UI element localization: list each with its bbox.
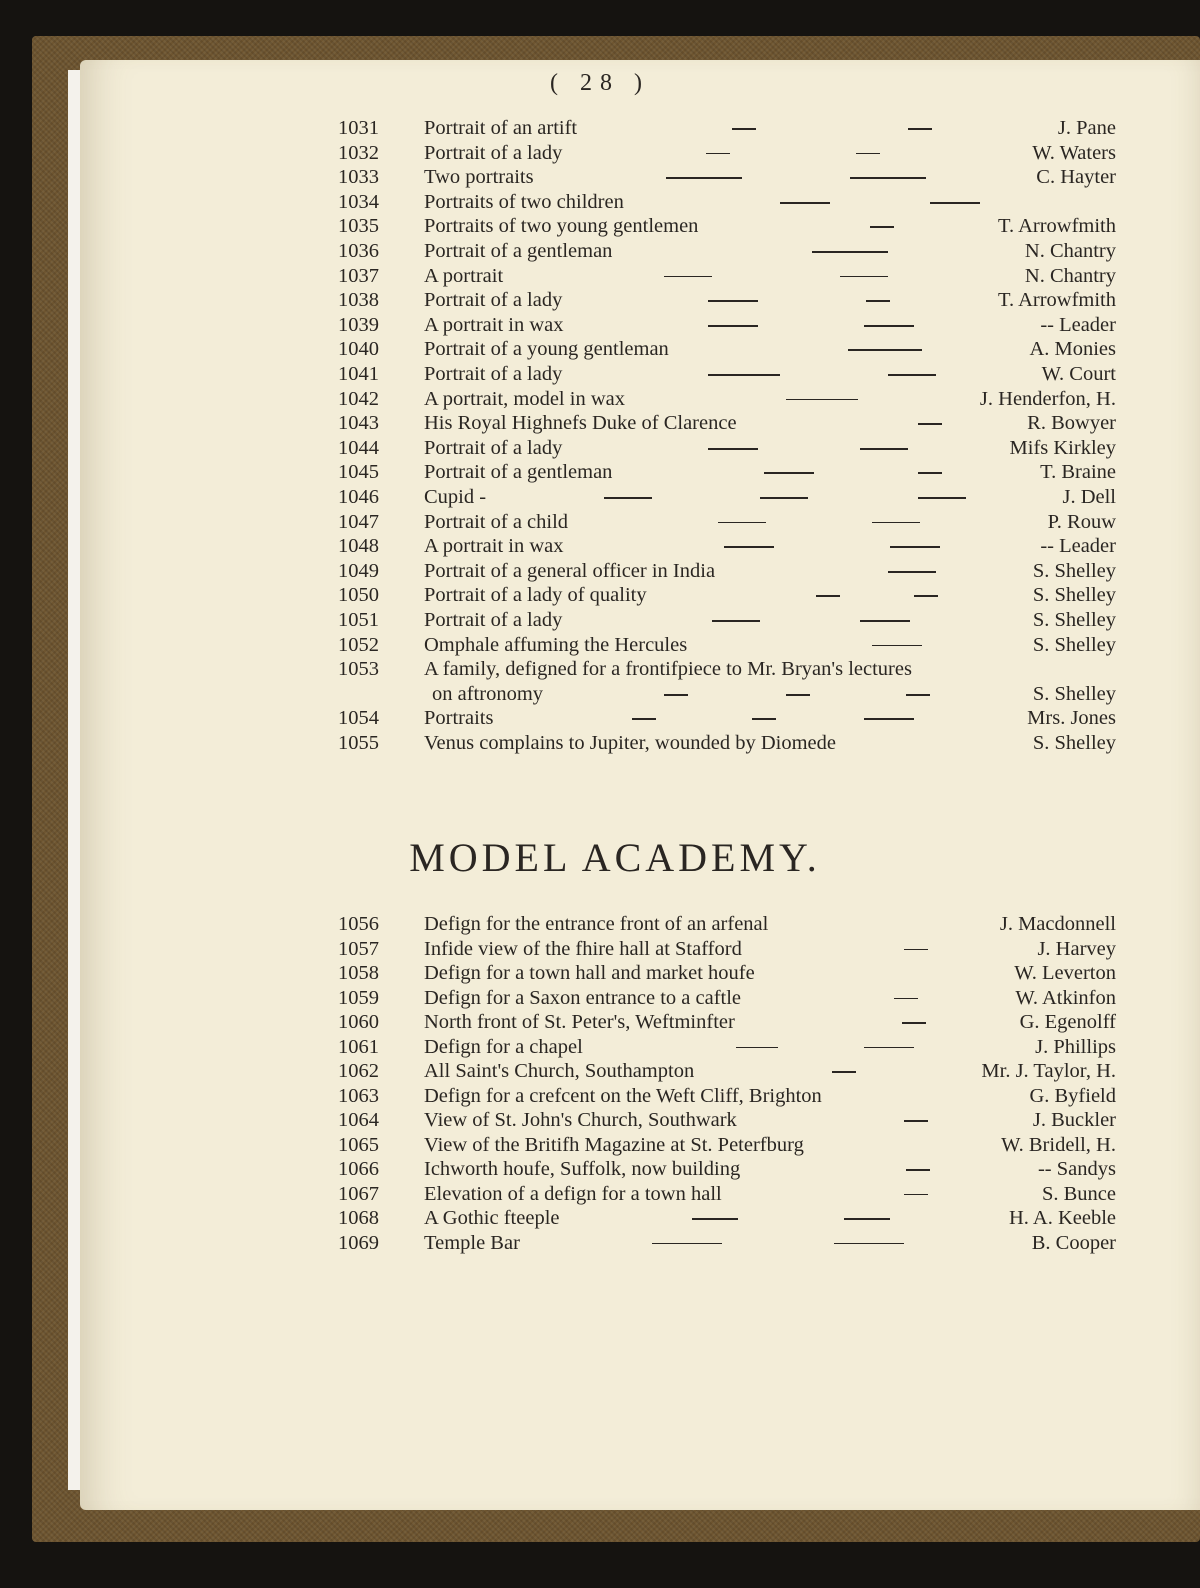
dash-rule: [872, 645, 922, 647]
catalogue-entry: [0, 633, 1200, 658]
artist-name: J. Harvey: [1037, 937, 1116, 960]
artist-name: J. Henderfon, H.: [979, 387, 1116, 410]
catalogue-entry: [0, 706, 1200, 731]
entry-title: Venus complains to Jupiter, wounded by Diomede: [424, 732, 836, 754]
artist-name: S. Bunce: [1041, 1182, 1116, 1205]
catalogue-entry: [0, 608, 1200, 633]
catalogue-entry: [0, 1108, 1200, 1133]
catalogue-entry: [0, 583, 1200, 608]
entry-number: 1036: [338, 240, 379, 262]
entry-number: 1055: [338, 732, 379, 754]
dash-rule: [666, 177, 742, 179]
dash-rule: [708, 325, 758, 327]
entry-title: Defign for the entrance front of an arfenal: [424, 913, 769, 935]
artist-name: T. Arrowfmith: [997, 215, 1116, 238]
artist-name: -- Sandys: [1037, 1158, 1116, 1180]
catalogue-entry: [0, 1182, 1200, 1207]
dash-rule: [930, 202, 980, 204]
dash-rule: [864, 1047, 914, 1049]
entry-title: Defign for a crefcent on the Weft Cliff, Brighton: [424, 1084, 822, 1107]
catalogue-entry: [0, 1010, 1200, 1035]
entry-title: Portrait of a lady: [424, 141, 563, 164]
entry-number: 1054: [338, 707, 379, 730]
entry-title: North front of St. Peter's, Weftminfter: [424, 1011, 735, 1033]
dash-rule: [904, 1120, 928, 1122]
catalogue-entry: [0, 1084, 1200, 1109]
entry-number: 1053: [338, 658, 379, 681]
catalogue-entry: [0, 485, 1200, 510]
entry-number: 1041: [338, 363, 379, 385]
entry-number: 1064: [338, 1109, 379, 1131]
entry-number: 1045: [338, 461, 379, 484]
entry-title: A portrait in wax: [424, 313, 564, 336]
catalogue-entry: [0, 559, 1200, 584]
dash-rule: [706, 153, 730, 155]
dash-rule: [856, 153, 880, 155]
catalogue-entry: [0, 460, 1200, 485]
artist-name: W. Atkinfon: [1015, 986, 1116, 1009]
dash-rule: [902, 1022, 926, 1024]
entry-number: 1043: [338, 412, 379, 435]
entry-title: Infide view of the fhire hall at Stafford: [424, 937, 742, 960]
entry-title: Portrait of a lady of quality: [424, 584, 647, 607]
entry-title: View of St. John's Church, Southwark: [424, 1109, 737, 1131]
artist-name: N. Chantry: [1024, 240, 1116, 262]
entry-title: His Royal Highnefs Duke of Clarence: [424, 412, 737, 435]
catalogue-entry: [0, 141, 1200, 166]
entry-number: 1062: [338, 1060, 379, 1082]
catalogue-entry: [0, 239, 1200, 264]
entry-number: 1067: [338, 1182, 379, 1205]
dash-rule: [736, 1047, 778, 1049]
dash-rule: [864, 325, 914, 327]
entry-title: Portrait of a lady: [424, 436, 563, 459]
page-number: ( 28 ): [550, 70, 650, 96]
dash-rule: [752, 718, 776, 720]
catalogue-entry: [0, 436, 1200, 461]
dash-rule: [664, 276, 712, 278]
entry-title: Elevation of a defign for a town hall: [424, 1182, 722, 1205]
entry-number: 1039: [338, 313, 379, 336]
entry-number: 1037: [338, 264, 379, 287]
dash-rule: [708, 374, 780, 376]
catalogue-entry: [0, 337, 1200, 362]
dash-rule: [888, 374, 936, 376]
entry-number: 1040: [338, 338, 379, 361]
artist-name: A. Monies: [1029, 338, 1116, 361]
dash-rule: [918, 423, 942, 425]
catalogue-entry: [0, 411, 1200, 436]
dash-rule: [904, 949, 928, 951]
dash-rule: [918, 472, 942, 474]
dash-rule: [832, 1071, 856, 1073]
artist-name: N. Chantry: [1024, 264, 1116, 287]
entry-number: 1049: [338, 559, 379, 582]
entry-title: Two portraits: [424, 166, 534, 189]
section-heading: MODEL ACADEMY.: [409, 835, 821, 880]
entry-number: 1042: [338, 387, 379, 410]
dash-rule: [708, 300, 758, 302]
dash-rule: [692, 1218, 738, 1220]
artist-name: S. Shelley: [1032, 633, 1116, 656]
dash-rule: [906, 694, 930, 696]
dash-rule: [872, 522, 920, 524]
artist-name: T. Arrowfmith: [997, 289, 1116, 312]
entry-number: 1066: [338, 1158, 379, 1180]
catalogue-entry: [0, 1035, 1200, 1060]
dash-rule: [652, 1243, 722, 1245]
entry-title: Portrait of a lady: [424, 609, 563, 631]
catalogue-entry: [0, 1231, 1200, 1256]
entry-number: 1038: [338, 289, 379, 312]
entry-title: Portrait of a gentleman: [424, 240, 613, 262]
dash-rule: [866, 300, 890, 302]
catalogue-entry: [0, 682, 1200, 707]
entry-title: A portrait in wax: [424, 535, 564, 558]
entry-title: Portraits of two children: [424, 190, 624, 213]
dash-rule: [888, 571, 936, 573]
dash-rule: [786, 694, 810, 696]
catalogue-entry: [0, 1206, 1200, 1231]
entry-title: Portrait of a gentleman: [424, 461, 613, 484]
catalogue-entry: [0, 313, 1200, 338]
artist-name: W. Waters: [1032, 141, 1116, 164]
dash-rule: [760, 497, 808, 499]
catalogue-entry: [0, 264, 1200, 289]
catalogue-entry: [0, 510, 1200, 535]
artist-name: J. Phillips: [1035, 1035, 1116, 1058]
entry-title: Temple Bar: [424, 1231, 520, 1254]
dash-rule: [860, 620, 910, 622]
entry-title: Cupid -: [424, 486, 487, 508]
entry-title: Ichworth houfe, Suffolk, now building: [424, 1158, 741, 1180]
entry-title: Omphale affuming the Hercules: [424, 633, 688, 656]
entry-title: A portrait, model in wax: [424, 387, 625, 410]
dash-rule: [904, 1194, 928, 1196]
entry-number: 1032: [338, 141, 379, 164]
artist-name: T. Braine: [1040, 461, 1116, 484]
catalogue-entry: [0, 214, 1200, 239]
catalogue-entry: [0, 534, 1200, 559]
artist-name: Mrs. Jones: [1027, 707, 1116, 730]
entry-title: A Gothic fteeple: [424, 1207, 560, 1229]
catalogue-entry: [0, 387, 1200, 412]
artist-name: Mifs Kirkley: [1009, 436, 1116, 459]
entry-number: 1063: [338, 1084, 379, 1107]
catalogue-entry: [0, 1059, 1200, 1084]
entry-number: 1035: [338, 215, 379, 238]
entry-number: 1060: [338, 1011, 379, 1033]
entry-title: Portrait of a general officer in India: [424, 559, 716, 582]
artist-name: S. Shelley: [1032, 584, 1116, 607]
entry-title: All Saint's Church, Southampton: [424, 1060, 695, 1082]
artist-name: Mr. J. Taylor, H.: [981, 1060, 1116, 1082]
catalogue-entry: [0, 1133, 1200, 1158]
catalogue-entry: [0, 731, 1200, 756]
entry-number: 1061: [338, 1035, 379, 1058]
artist-name: G. Egenolff: [1019, 1011, 1116, 1033]
entry-title: A family, defigned for a frontifpiece to Mr. Bryan's lectures: [424, 658, 912, 681]
entry-title: A portrait: [424, 264, 504, 287]
artist-name: R. Bowyer: [1027, 412, 1116, 435]
dash-rule: [840, 276, 888, 278]
catalogue-entry: [0, 288, 1200, 313]
dash-rule: [664, 694, 688, 696]
dash-rule: [780, 202, 830, 204]
artist-name: P. Rouw: [1047, 510, 1116, 533]
artist-name: G. Byfield: [1029, 1084, 1116, 1107]
catalogue-entry: [0, 986, 1200, 1011]
entry-title: Portraits: [424, 707, 494, 730]
entry-number: 1048: [338, 535, 379, 558]
dash-rule: [894, 998, 918, 1000]
dash-rule: [604, 497, 652, 499]
dash-rule: [906, 1169, 930, 1171]
dash-rule: [908, 128, 932, 130]
dash-rule: [890, 546, 940, 548]
dash-rule: [812, 251, 888, 253]
dash-rule: [914, 595, 938, 597]
artist-name: W. Bridell, H.: [1001, 1133, 1116, 1156]
entry-number: 1031: [338, 117, 379, 139]
dash-rule: [632, 718, 656, 720]
entry-number: 1033: [338, 166, 379, 189]
catalogue-entry: [0, 190, 1200, 215]
artist-name: J. Macdonnell: [999, 913, 1116, 935]
dash-rule: [708, 448, 758, 450]
artist-name: W. Court: [1041, 363, 1116, 385]
catalogue-entry: [0, 657, 1200, 682]
entry-title: Portraits of two young gentlemen: [424, 215, 699, 238]
catalogue-entry: [0, 362, 1200, 387]
catalogue-entry: [0, 912, 1200, 937]
entry-number: 1050: [338, 584, 379, 607]
catalogue-entry: [0, 165, 1200, 190]
entry-number: 1034: [338, 190, 379, 213]
entry-title: Portrait of a lady: [424, 363, 563, 385]
artist-name: S. Shelley: [1032, 609, 1116, 631]
artist-name: W. Leverton: [1014, 962, 1116, 984]
artist-name: J. Buckler: [1032, 1109, 1116, 1131]
entry-title: Portrait of an artift: [424, 117, 578, 139]
dash-rule: [918, 497, 966, 499]
dash-rule: [834, 1243, 904, 1245]
dash-rule: [864, 718, 914, 720]
entry-number: 1051: [338, 609, 379, 631]
artist-name: -- Leader: [1040, 535, 1116, 558]
artist-name: S. Shelley: [1032, 732, 1116, 754]
entry-number: 1058: [338, 962, 379, 984]
entry-number: 1059: [338, 986, 379, 1009]
entry-number: 1056: [338, 913, 379, 935]
entry-title: Defign for a chapel: [424, 1035, 583, 1058]
artist-name: S. Shelley: [1032, 682, 1116, 705]
catalogue-entry: [0, 961, 1200, 986]
artist-name: C. Hayter: [1036, 166, 1116, 189]
entry-number: 1046: [338, 486, 379, 508]
dash-rule: [870, 226, 894, 228]
entry-title: on aftronomy: [432, 682, 544, 705]
dash-rule: [844, 1218, 890, 1220]
artist-name: J. Dell: [1062, 486, 1116, 508]
artist-name: S. Shelley: [1032, 559, 1116, 582]
entry-title: Portrait of a child: [424, 510, 569, 533]
dash-rule: [860, 448, 908, 450]
dash-rule: [816, 595, 840, 597]
dash-rule: [718, 522, 766, 524]
entry-number: 1068: [338, 1207, 379, 1229]
artist-name: -- Leader: [1040, 313, 1116, 336]
dash-rule: [848, 349, 922, 351]
dash-rule: [712, 620, 760, 622]
entry-title: Portrait of a young gentleman: [424, 338, 669, 361]
artist-name: J. Pane: [1057, 117, 1116, 139]
dash-rule: [764, 472, 814, 474]
catalogue-entry: [0, 937, 1200, 962]
entry-title: Portrait of a lady: [424, 289, 563, 312]
catalogue-entry: [0, 1157, 1200, 1182]
entry-number: 1047: [338, 510, 379, 533]
entry-title: Defign for a town hall and market houfe: [424, 962, 755, 984]
entry-number: 1057: [338, 937, 379, 960]
dash-rule: [724, 546, 774, 548]
entry-title: View of the Britifh Magazine at St. Peterfburg: [424, 1133, 804, 1156]
entry-number: 1044: [338, 436, 379, 459]
dash-rule: [732, 128, 756, 130]
dash-rule: [850, 177, 926, 179]
artist-name: B. Cooper: [1031, 1231, 1116, 1254]
entry-number: 1052: [338, 633, 379, 656]
artist-name: H. A. Keeble: [1008, 1207, 1116, 1229]
entry-number: 1069: [338, 1231, 379, 1254]
dash-rule: [786, 399, 858, 401]
catalogue-entry: [0, 116, 1200, 141]
entry-title: Defign for a Saxon entrance to a caftle: [424, 986, 742, 1009]
entry-number: 1065: [338, 1133, 379, 1156]
